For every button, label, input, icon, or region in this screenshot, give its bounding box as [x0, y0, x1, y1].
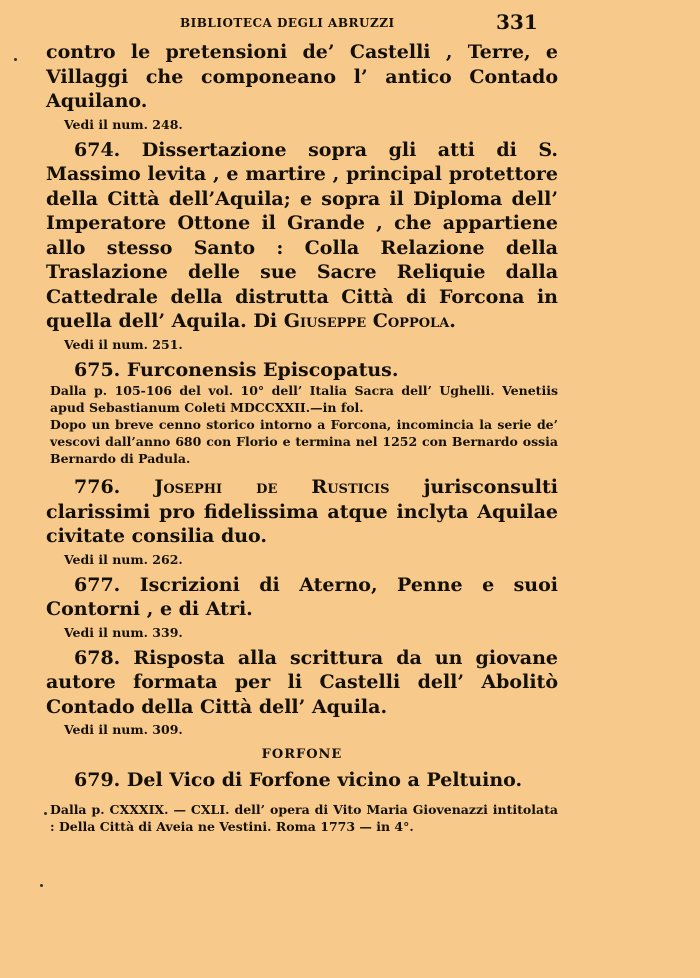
cross-reference: Vedi il num. 339.: [64, 624, 183, 640]
entry-776: [46, 475, 558, 549]
entry-776-text: jurisconsulti clarissimi pro fidelissima atque inclyta Aquilae civitate consilia duo.: [46, 476, 558, 547]
page-body: [46, 40, 558, 835]
entry-674-author: Giuseppe Coppola: [283, 310, 450, 332]
entry-678: 678. Risposta alla scrittura da un giovane autore formata per li Castelli dell’ Abolitò Contado della Città dell’ Aquila.: [46, 646, 558, 718]
entry-675-title: 675. Furconensis Episcopatus.: [74, 358, 399, 381]
print-speck: [40, 884, 43, 887]
cross-reference: Vedi il num. 251.: [64, 336, 183, 352]
print-speck: [14, 58, 17, 61]
entry-679-title: 679. Del Vico di Forfone vicino a Peltuino.: [74, 769, 523, 791]
section-heading: FORFONE: [261, 747, 343, 762]
entry-679-source: Dalla p. CXXXIX. — CXLI. dell’ opera di Vito Maria Giovenazzi intitolata : Della Città di Aveia ne Vestini. Roma 1773 — in 4°.: [50, 801, 558, 834]
cross-reference: Vedi il num. 262.: [64, 551, 183, 567]
page-header: [0, 10, 700, 34]
running-title: BIBLIOTECA DEGLI ABRUZZI: [180, 16, 395, 30]
entry-674-text: 674. Dissertazione sopra gli atti di S. Massimo levita , e martire , principal protettore della Città dell’Aquila; e sopra il Diploma dell’ Imperatore Ottone il Grande , che appartiene allo stesso Santo : Colla Relazione della Traslazione delle sue Sacre Reliquie dalla Cattedrale della distrutta Città di Forcona in quella dell’ Aquila. Di: [46, 138, 558, 332]
continued-entry-text: contro le pretensioni de’ Castelli , Terre, e Villaggi che componeano l’ antico Contado Aquilano.: [46, 41, 558, 112]
entry-675-note: Dopo un breve cenno storico intorno a Forcona, incomincia la serie de’ vescovi dall’anno 680 con Florio e termina nel 1252 con Bernardo ossia Bernardo di Padula.: [50, 417, 558, 466]
cross-reference: Vedi il num. 309.: [64, 722, 183, 737]
entry-677: 677. Iscrizioni di Aterno, Penne e suoi Contorni , e di Atri.: [46, 573, 558, 620]
page-number: 331: [496, 10, 538, 34]
cross-reference: Vedi il num. 248.: [64, 116, 183, 132]
entry-675-source: Dalla p. 105-106 del vol. 10° dell’ Italia Sacra dell’ Ughelli. Venetiis apud Sebastianum Coleti MDCCXXII.—in fol.: [50, 383, 558, 415]
print-speck: [44, 812, 47, 815]
entry-674: 674. Dissertazione sopra gli atti di S. Massimo levita , e martire , principal protettore della Città dell’Aquila; e sopra il Diploma dell’ Imperatore Ottone il Grande , che appartiene allo stesso Santo : Colla Relazione della Traslazione delle sue Sacre Reliquie dalla Cattedrale della distrutta Città di Forcona in quella dell’ Aquila. Di Giuseppe Coppola.: [46, 138, 558, 332]
entry-776-author: 776. Josephi de Rusticis: [74, 476, 390, 498]
